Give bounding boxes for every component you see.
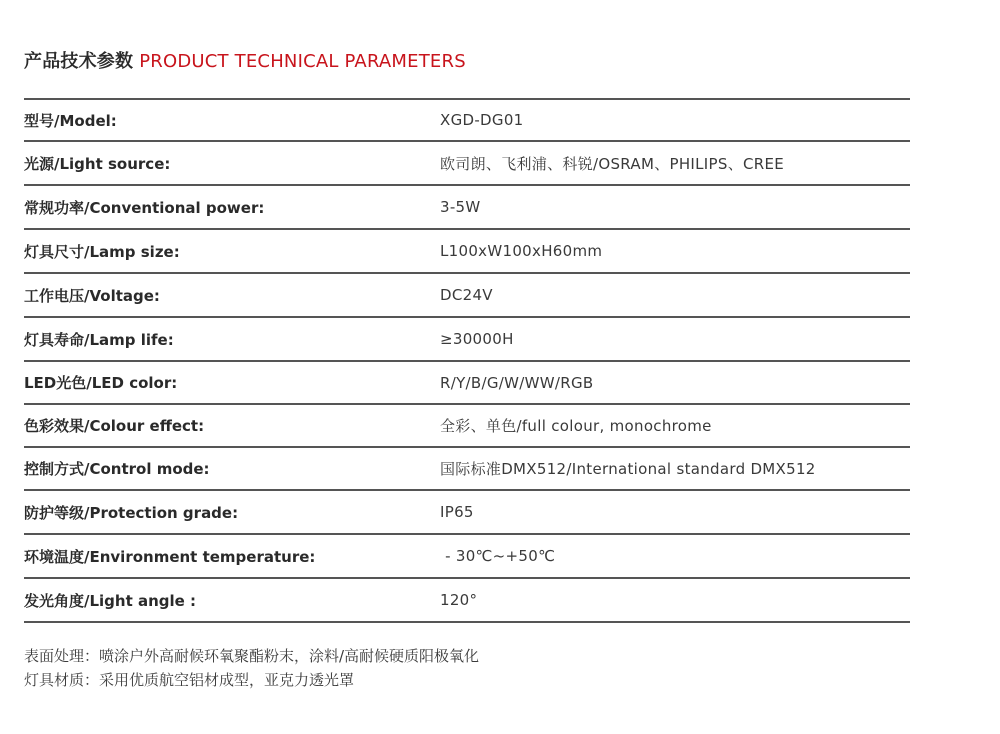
- param-row-light-angle: [24, 579, 910, 623]
- param-label: 防护等级/Protection grade:: [24, 503, 239, 522]
- param-value: R/Y/B/G/W/WW/RGB: [440, 373, 594, 392]
- param-value: DC24V: [440, 286, 493, 304]
- param-label: 常规功率/Conventional power:: [24, 198, 265, 217]
- param-value: 欧司朗、飞利浦、科锐/OSRAM、PHILIPS、CREE: [440, 154, 785, 173]
- param-row-protection-grade: [24, 491, 910, 535]
- param-value: L100xW100xH60mm: [440, 242, 603, 260]
- heading-cn: 产品技术参数: [24, 51, 134, 72]
- param-value: 全彩、单色/full colour, monochrome: [440, 417, 712, 435]
- param-label: 发光角度/Light angle :: [24, 591, 197, 610]
- parameters-table: [24, 98, 910, 623]
- param-label: 型号/Model:: [24, 111, 117, 130]
- param-row-led-color: [24, 362, 910, 405]
- param-label: 灯具寿命/Lamp life:: [24, 330, 174, 349]
- param-value: 120°: [440, 591, 478, 609]
- param-row-colour-effect: [24, 405, 910, 448]
- param-row-control-mode: [24, 448, 910, 491]
- param-value: 国际标准DMX512/International standard DMX512: [440, 460, 816, 478]
- param-value: IP65: [440, 503, 474, 521]
- section-heading: [24, 50, 466, 74]
- param-value: ≥30000H: [440, 330, 514, 348]
- param-row-power: [24, 186, 910, 230]
- param-value: XGD-DG01: [440, 111, 524, 129]
- param-row-lamp-size: [24, 230, 910, 274]
- param-row-lamp-life: [24, 318, 910, 362]
- param-row-environment-temperature: [24, 535, 910, 579]
- param-value: 3-5W: [440, 198, 481, 216]
- param-row-voltage: [24, 274, 910, 318]
- param-value: - 30℃~+50℃: [440, 547, 556, 565]
- note-lamp-material: 灯具材质：采用优质航空铝材成型，亚克力透光罩: [24, 671, 355, 689]
- param-label: 灯具尺寸/Lamp size:: [24, 242, 180, 261]
- product-notes: [24, 644, 479, 692]
- param-label: 环境温度/Environment temperature:: [24, 547, 316, 566]
- param-row-model: [24, 100, 910, 142]
- param-label: 工作电压/Voltage:: [24, 286, 160, 305]
- param-label: LED光色/LED color:: [24, 374, 178, 392]
- param-row-light-source: [24, 142, 910, 186]
- param-label: 光源/Light source:: [24, 154, 171, 173]
- param-label: 控制方式/Control mode:: [24, 460, 210, 478]
- param-label: 色彩效果/Colour effect:: [24, 417, 205, 435]
- heading-en: PRODUCT TECHNICAL PARAMETERS: [139, 51, 466, 72]
- note-surface-treatment: 表面处理：喷涂户外高耐候环氧聚酯粉末，涂料/高耐候硬质阳极氧化: [24, 647, 480, 665]
